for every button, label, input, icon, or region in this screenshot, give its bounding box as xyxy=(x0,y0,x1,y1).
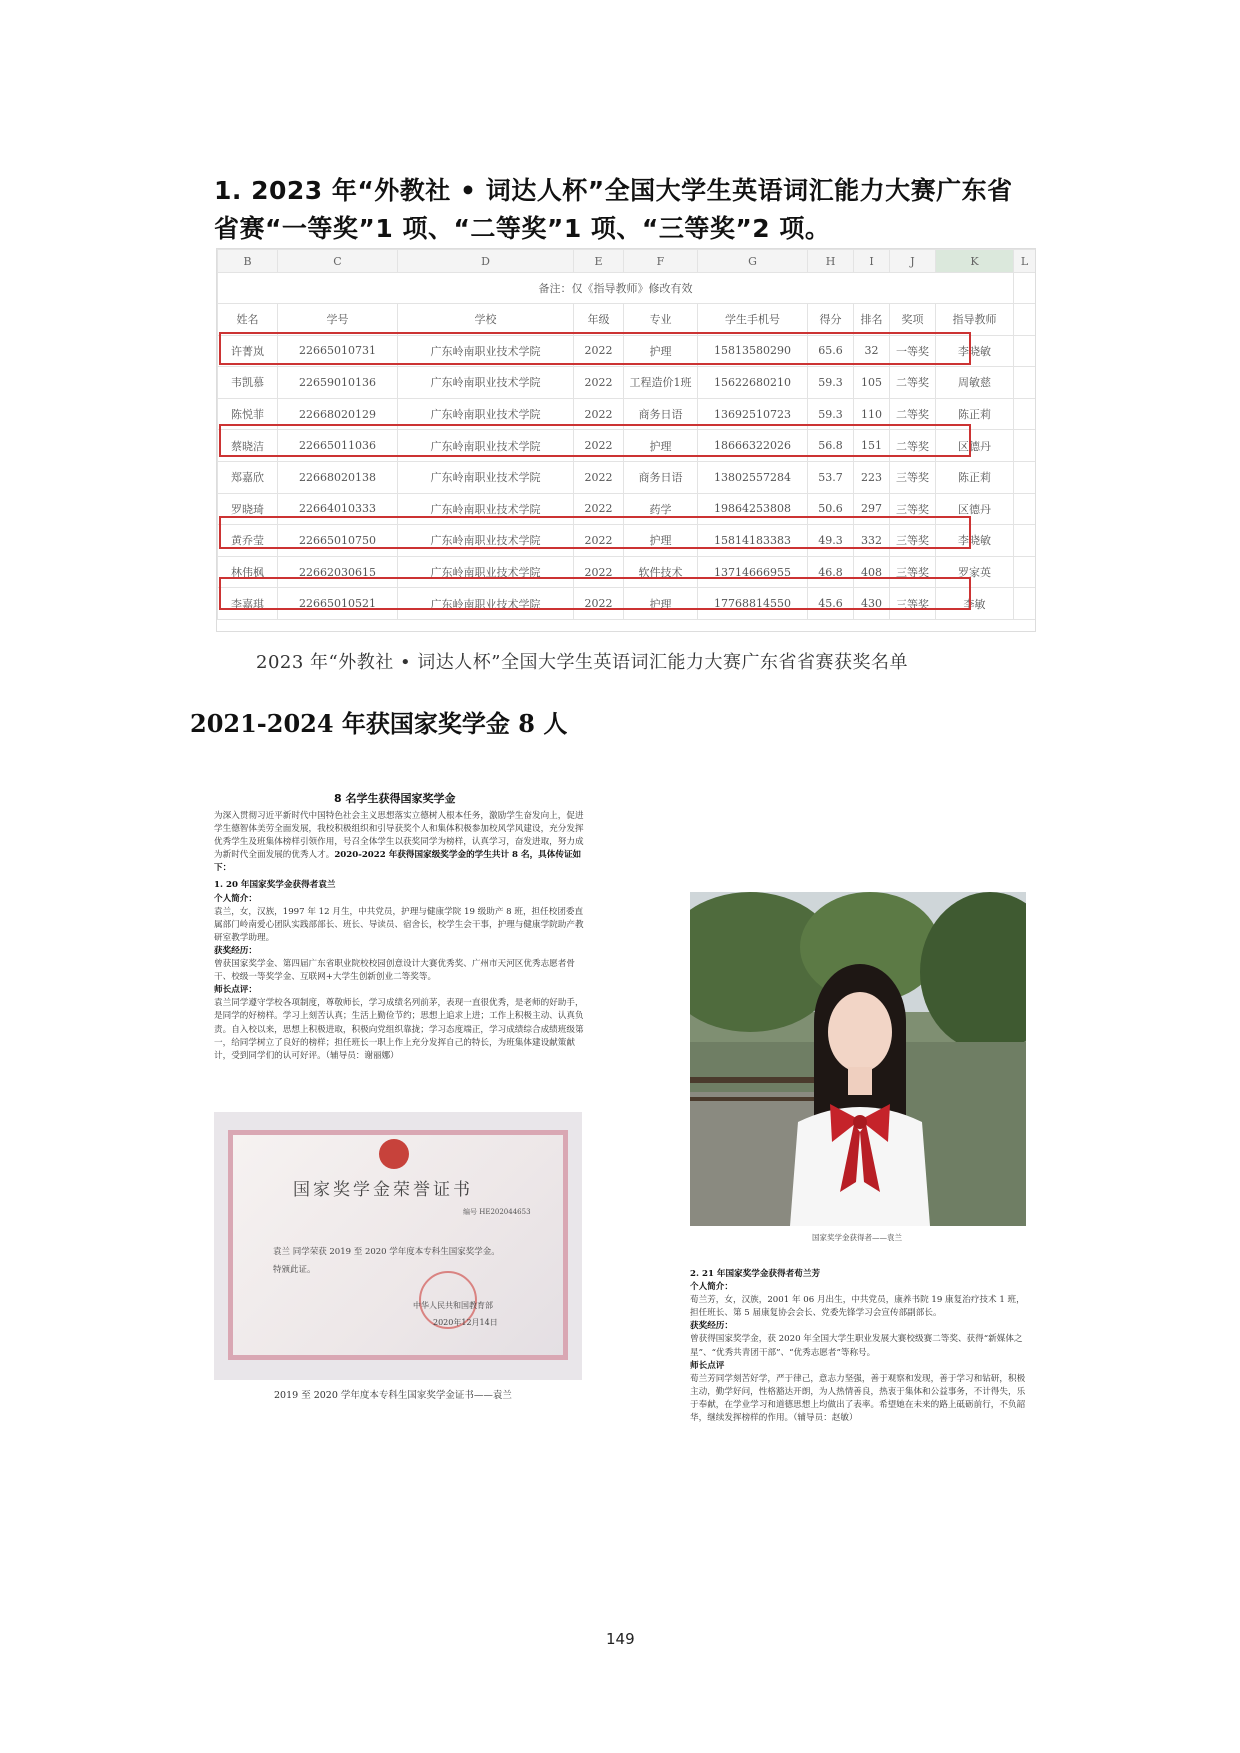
certificate-caption: 2019 至 2020 学年度本专科生国家奖学金证书——袁兰 xyxy=(274,1390,512,1401)
header-cell: 学校 xyxy=(398,304,574,336)
table-cell: 2022 xyxy=(574,525,624,557)
certificate-line: 特颁此证。 xyxy=(273,1265,316,1275)
empty-cell xyxy=(1014,367,1036,399)
portrait-caption: 国家奖学金获得者——袁兰 xyxy=(812,1233,902,1242)
table-cell: 陈悦菲 xyxy=(218,398,278,430)
table-cell: 郑嘉欣 xyxy=(218,461,278,493)
section-heading-scholarship: 2021-2024 年获国家奖学金 8 人 xyxy=(190,709,568,738)
table-cell: 广东岭南职业技术学院 xyxy=(398,525,574,557)
col-letter: H xyxy=(808,250,854,273)
table-cell: 药学 xyxy=(624,493,698,525)
table-cell: 15813580290 xyxy=(698,335,808,367)
table-cell: 三等奖 xyxy=(890,461,936,493)
table-cell: 护理 xyxy=(624,430,698,462)
table-cell: 三等奖 xyxy=(890,493,936,525)
student1-intro-heading: 个人简介： xyxy=(214,893,257,904)
student2-title: 2. 21 年国家奖学金获得者荀兰芳 xyxy=(690,1269,821,1279)
table-cell: 53.7 xyxy=(808,461,854,493)
table-cell: 2022 xyxy=(574,588,624,620)
section-heading-competition: 1. 2023 年“外教社 • 词达人杯”全国大学生英语词汇能力大赛广东省省赛“一等奖”1 项、“二等奖”1 项、“三等奖”2 项。 xyxy=(214,176,1013,243)
student1-title: 1. 20 年国家奖学金获得者袁兰 xyxy=(214,880,336,891)
header-cell: 学生手机号 xyxy=(698,304,808,336)
header-cell: 得分 xyxy=(808,304,854,336)
table-cell: 22668020138 xyxy=(278,461,398,493)
table-cell: 13802557284 xyxy=(698,461,808,493)
table-cell: 罗家英 xyxy=(936,556,1014,588)
col-letter: K xyxy=(936,250,1014,273)
highlight-box xyxy=(219,577,971,610)
article-scan-2 xyxy=(690,1268,1026,1425)
empty-cell xyxy=(1014,335,1036,367)
table-cell: 商务日语 xyxy=(624,461,698,493)
table-cell: 297 xyxy=(854,493,890,525)
table-cell: 广东岭南职业技术学院 xyxy=(398,367,574,399)
table-cell: 陈正莉 xyxy=(936,461,1014,493)
table-cell: 430 xyxy=(854,588,890,620)
certificate-date: 2020年12月14日 xyxy=(433,1318,498,1327)
table-cell: 22665011036 xyxy=(278,430,398,462)
table-cell: 三等奖 xyxy=(890,588,936,620)
table-cell: 2022 xyxy=(574,556,624,588)
table-row xyxy=(218,461,1036,493)
table-cell: 2022 xyxy=(574,430,624,462)
table-cell: 广东岭南职业技术学院 xyxy=(398,398,574,430)
table-cell: 周敏慈 xyxy=(936,367,1014,399)
table-row xyxy=(218,367,1036,399)
table-cell: 22665010521 xyxy=(278,588,398,620)
empty-cell xyxy=(1014,398,1036,430)
portrait-illustration xyxy=(690,892,1026,1226)
col-letter: J xyxy=(890,250,936,273)
header-cell: 排名 xyxy=(854,304,890,336)
table-cell: 许菁岚 xyxy=(218,335,278,367)
col-letter: I xyxy=(854,250,890,273)
table-cell: 15622680210 xyxy=(698,367,808,399)
table-cell: 二等奖 xyxy=(890,430,936,462)
table-cell: 105 xyxy=(854,367,890,399)
empty-cell xyxy=(1014,430,1036,462)
table-cell: 22665010731 xyxy=(278,335,398,367)
certificate-photo xyxy=(214,1112,582,1380)
certificate-issuer: 中华人民共和国教育部 xyxy=(413,1301,493,1310)
table-cell: 2022 xyxy=(574,398,624,430)
table-cell: 2022 xyxy=(574,461,624,493)
table-cell: 护理 xyxy=(624,525,698,557)
table-cell: 三等奖 xyxy=(890,556,936,588)
header-cell: 专业 xyxy=(624,304,698,336)
table-cell: 三等奖 xyxy=(890,525,936,557)
student2-award: 曾获得国家奖学金，获 2020 年全国大学生职业发展大赛校级赛二等奖、获得“新媒体之星”、“优秀共青团干部”、“优秀志愿者”等称号。 xyxy=(690,1334,1023,1358)
empty-cell xyxy=(1014,493,1036,525)
student2-intro: 荀兰芳，女，汉族，2001 年 06 月出生，中共党员，康养书院 19 康复治疗技术 1 班，担任班长、第 5 届康复协会会长、党委先锋学习会宣传部副部长。 xyxy=(690,1295,1025,1319)
table-cell: 陈正莉 xyxy=(936,398,1014,430)
table-cell: 110 xyxy=(854,398,890,430)
table-cell: 罗晓琦 xyxy=(218,493,278,525)
table-cell: 151 xyxy=(854,430,890,462)
table-caption: 2023 年“外教社 • 词达人杯”全国大学生英语词汇能力大赛广东省省赛获奖名单 xyxy=(256,652,908,673)
table-cell: 蔡晓洁 xyxy=(218,430,278,462)
certificate-number: 编号 HE202044653 xyxy=(463,1208,531,1216)
header-cell: 奖项 xyxy=(890,304,936,336)
student2-eval: 荀兰芳同学刻苦好学，严于律己，意志力坚强，善于观察和发现，善于学习和钻研，积极主动，勤学好问，性格豁达开朗，为人热情善良，热衷于集体和公益事务，不计得失，乐于奉献，在学业学习和道德思想上均做出了表率。希望她在未来的路上砥砺前行，不负韶华，继续发挥榜样的作用。（辅导员：赵敏） xyxy=(690,1373,1026,1424)
table-cell: 工程造价1班 xyxy=(624,367,698,399)
table-cell: 19864253808 xyxy=(698,493,808,525)
table-cell: 15814183383 xyxy=(698,525,808,557)
table-cell: 李敏 xyxy=(936,588,1014,620)
certificate xyxy=(228,1130,568,1360)
table-cell: 22668020129 xyxy=(278,398,398,430)
student2-award-heading: 获奖经历： xyxy=(690,1321,733,1332)
student2-intro-heading: 个人简介： xyxy=(690,1282,733,1293)
table-cell: 广东岭南职业技术学院 xyxy=(398,493,574,525)
table-cell: 护理 xyxy=(624,588,698,620)
note-cell: 备注：仅《指导教师》修改有效 xyxy=(218,273,1014,304)
table-cell: 49.3 xyxy=(808,525,854,557)
col-letter: C xyxy=(278,250,398,273)
table-cell: 59.3 xyxy=(808,367,854,399)
table-cell: 46.8 xyxy=(808,556,854,588)
table-cell: 65.6 xyxy=(808,335,854,367)
table-cell: 332 xyxy=(854,525,890,557)
table-cell: 一等奖 xyxy=(890,335,936,367)
certificate-title: 国家奖学金荣誉证书 xyxy=(293,1180,473,1200)
table-cell: 2022 xyxy=(574,367,624,399)
student2-eval-heading: 师长点评 xyxy=(690,1360,725,1371)
empty-cell xyxy=(1014,525,1036,557)
col-letter: E xyxy=(574,250,624,273)
table-cell: 408 xyxy=(854,556,890,588)
award-spreadsheet xyxy=(216,248,1036,632)
page-number: 149 xyxy=(606,1630,635,1648)
table-cell: 李晓敏 xyxy=(936,525,1014,557)
table-cell: 护理 xyxy=(624,335,698,367)
empty-cell xyxy=(1014,556,1036,588)
col-letter: G xyxy=(698,250,808,273)
table-cell: 13692510723 xyxy=(698,398,808,430)
table-cell: 二等奖 xyxy=(890,398,936,430)
table-cell: 商务日语 xyxy=(624,398,698,430)
col-letter: L xyxy=(1014,250,1036,273)
header-cell: 年级 xyxy=(574,304,624,336)
header-cell: 学号 xyxy=(278,304,398,336)
table-cell: 广东岭南职业技术学院 xyxy=(398,556,574,588)
table-cell: 2022 xyxy=(574,493,624,525)
table-cell: 223 xyxy=(854,461,890,493)
student1-eval: 袁兰同学遵守学校各项制度，尊敬师长，学习成绩名列前茅，表现一直很优秀，是老师的好助手，是同学的好榜样。学习上刻苦认真；生活上勤俭节约；思想上追求上进；工作上积极主动、认真负责。自入校以来，思想上积极进取，积极向党组织靠拢；学习态度端正，学习成绩综合成绩班级第一，给同学树立了良好的榜样；担任班长一职上作上充分发挥自己的特长，为班集体建设献策献计，受到同学们的认可好评。（辅导员：谢丽娜） xyxy=(214,998,584,1061)
table-cell: 软件技术 xyxy=(624,556,698,588)
col-letter: D xyxy=(398,250,574,273)
table-cell: 18666322026 xyxy=(698,430,808,462)
student1-award-heading: 获奖经历： xyxy=(214,945,257,956)
header-cell: 姓名 xyxy=(218,304,278,336)
empty-cell xyxy=(1014,588,1036,620)
highlight-box xyxy=(219,516,971,549)
article-title: 8 名学生获得国家奖学金 xyxy=(334,792,456,805)
national-emblem-icon xyxy=(379,1139,409,1169)
highlight-box xyxy=(219,332,971,365)
article-body xyxy=(214,810,584,1063)
table-cell: 2022 xyxy=(574,335,624,367)
student-portrait-photo xyxy=(690,892,1026,1226)
student1-award: 曾获国家奖学金、第四届广东省职业院校校园创意设计大赛优秀奖、广州市天河区优秀志愿者骨干、校级一等奖学金、互联网+大学生创新创业二等奖等。 xyxy=(214,959,575,983)
table-cell: 22662030615 xyxy=(278,556,398,588)
table-cell: 二等奖 xyxy=(890,367,936,399)
table-cell: 17768814550 xyxy=(698,588,808,620)
table-cell: 韦凯慕 xyxy=(218,367,278,399)
table-cell: 区德丹 xyxy=(936,430,1014,462)
student1-intro: 袁兰，女，汉族，1997 年 12 月生，中共党员，护理与健康学院 19 级助产 8 班，担任校团委直属部门岭南爱心团队实践部部长、班长、导读员、宿舍长，校学生会干事，护理与健康学院助产教研室教学助理。 xyxy=(214,906,584,943)
col-letter: F xyxy=(624,250,698,273)
col-letter: B xyxy=(218,250,278,273)
student1-eval-heading: 师长点评： xyxy=(214,985,257,996)
table-cell: 林伟枫 xyxy=(218,556,278,588)
table-cell: 50.6 xyxy=(808,493,854,525)
table-cell: 22665010750 xyxy=(278,525,398,557)
table-cell: 22664010333 xyxy=(278,493,398,525)
highlight-box xyxy=(219,424,971,457)
table-cell: 李晓敏 xyxy=(936,335,1014,367)
header-cell: 指导教师 xyxy=(936,304,1014,336)
column-letters-row xyxy=(218,250,1036,273)
article-intro: 为深入贯彻习近平新时代中国特色社会主义思想落实立德树人根本任务，激励学生奋发向上，促进学生德智体美劳全面发展，我校积极组织和引导获奖个人和集体积极参加校风学风建设，充分发挥优秀学生及班集体榜样引领作用，号召全体学生以获奖同学为榜样，认真学习，奋发进取，努力成为新时代全面发展的优秀人才。 xyxy=(214,811,584,861)
table-cell: 黄乔莹 xyxy=(218,525,278,557)
table-cell: 广东岭南职业技术学院 xyxy=(398,430,574,462)
table-cell: 区德丹 xyxy=(936,493,1014,525)
header-row xyxy=(218,304,1036,336)
table-cell: 59.3 xyxy=(808,398,854,430)
empty-cell xyxy=(1014,461,1036,493)
table-cell: 13714666955 xyxy=(698,556,808,588)
table-cell: 广东岭南职业技术学院 xyxy=(398,588,574,620)
table-cell: 22659010136 xyxy=(278,367,398,399)
table-cell: 李嘉琪 xyxy=(218,588,278,620)
table-cell: 广东岭南职业技术学院 xyxy=(398,461,574,493)
note-row xyxy=(218,273,1036,304)
certificate-line: 袁兰 同学荣获 2019 至 2020 学年度本专科生国家奖学金。 xyxy=(273,1247,500,1257)
article-intro-bold: 2020-2022 年获得国家级奖学金的学生共计 8 名，具体传证如下： xyxy=(214,850,582,874)
table-cell: 45.6 xyxy=(808,588,854,620)
table-cell: 56.8 xyxy=(808,430,854,462)
table-cell: 32 xyxy=(854,335,890,367)
table-cell: 广东岭南职业技术学院 xyxy=(398,335,574,367)
